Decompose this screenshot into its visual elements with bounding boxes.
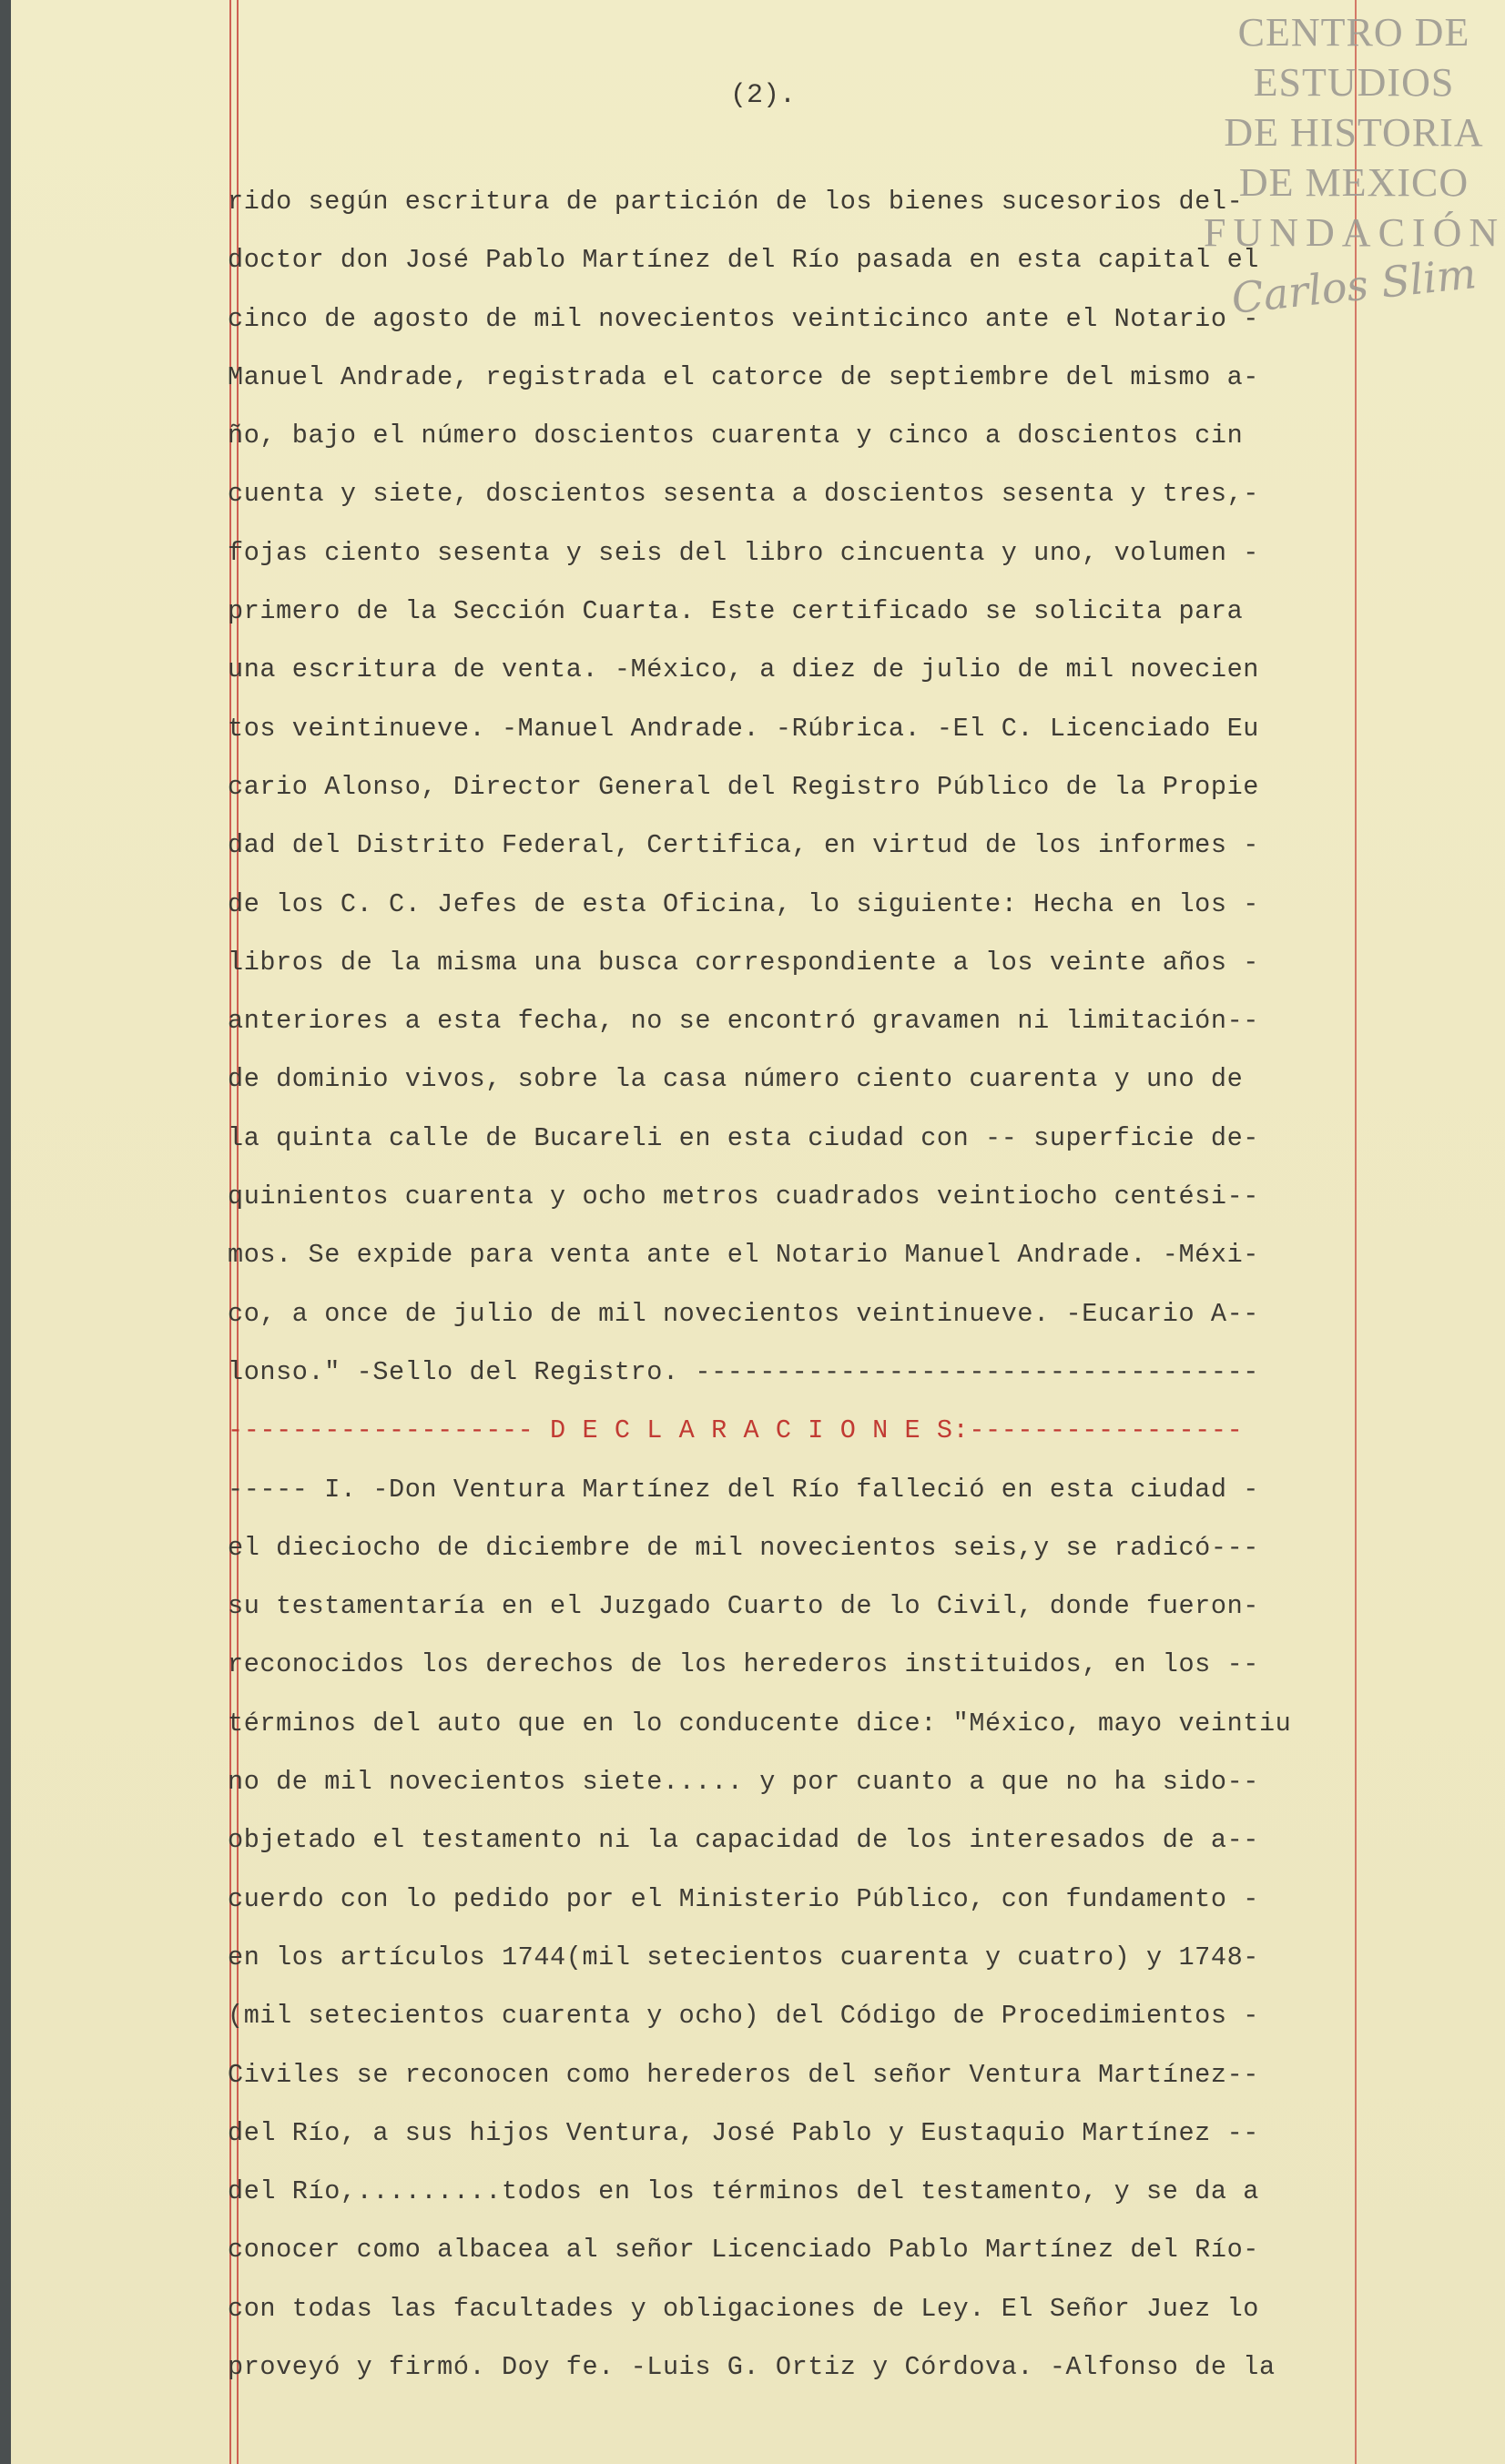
text-line: su testamentaría en el Juzgado Cuarto de lo Civil, donde fueron-: [228, 1591, 1259, 1622]
text-line: cuenta y siete, doscientos sesenta a doscientos sesenta y tres,-: [228, 479, 1259, 510]
text-line: dad del Distrito Federal, Certifica, en virtud de los informes -: [228, 830, 1259, 861]
watermark-line: FUNDACIÓN: [1204, 210, 1505, 255]
text-line: el dieciocho de diciembre de mil novecientos seis,y se radicó---: [228, 1532, 1259, 1563]
text-line: cuerdo con lo pedido por el Ministerio Público, con fundamento -: [228, 1883, 1259, 1914]
text-line: mos. Se expide para venta ante el Notario Manuel Andrade. -Méxi-: [228, 1240, 1259, 1271]
text-line: objetado el testamento ni la capacidad de los interesados de a--: [228, 1825, 1259, 1856]
text-line: ño, bajo el número doscientos cuarenta y cinco a doscientos cin: [228, 421, 1244, 451]
text-line: primero de la Sección Cuarta. Este certificado se solicita para: [228, 596, 1244, 627]
text-line: del Río,.........todos en los términos del testamento, y se da a: [228, 2176, 1259, 2207]
text-line: cinco de agosto de mil novecientos veinticinco ante el Notario -: [228, 303, 1259, 334]
text-line: la quinta calle de Bucareli en esta ciudad con -- superficie de-: [228, 1122, 1259, 1153]
text-line: lonso." -Sello del Registro. -----------------------------------: [228, 1356, 1259, 1387]
text-line: no de mil novecientos siete..... y por cuanto a que no ha sido--: [228, 1767, 1259, 1798]
section-heading-declaraciones: ------------------- D E C L A R A C I O N E S:-----------------: [228, 1415, 1244, 1446]
text-line: libros de la misma una busca correspondiente a los veinte años -: [228, 947, 1259, 978]
watermark-signature: Carlos Slim: [1228, 248, 1479, 323]
text-line: doctor don José Pablo Martínez del Río pasada en esta capital el: [228, 245, 1259, 276]
text-line: ----- I. -Don Ventura Martínez del Río falleció en esta ciudad -: [228, 1474, 1259, 1505]
page-number: (2).: [730, 80, 797, 111]
watermark-line: DE MEXICO: [1238, 160, 1469, 205]
text-line: proveyó y firmó. Doy fe. -Luis G. Ortiz y Córdova. -Alfonso de la: [228, 2351, 1276, 2382]
text-line: términos del auto que en lo conducente dice: "México, mayo veintiu: [228, 1708, 1292, 1739]
text-line: quinientos cuarenta y ocho metros cuadrados veintiocho centési--: [228, 1181, 1259, 1212]
text-line: del Río, a sus hijos Ventura, José Pablo y Eustaquio Martínez --: [228, 2117, 1259, 2148]
text-line: anteriores a esta fecha, no se encontró gravamen ni limitación--: [228, 1006, 1259, 1037]
text-line: en los artículos 1744(mil setecientos cuarenta y cuatro) y 1748-: [228, 1942, 1259, 1972]
text-line: Civiles se reconocen como herederos del señor Ventura Martínez--: [228, 2059, 1259, 2090]
text-line: (mil setecientos cuarenta y ocho) del Código de Procedimientos -: [228, 2001, 1259, 2032]
typed-text-body: [228, 173, 1375, 2397]
text-line: de dominio vivos, sobre la casa número ciento cuarenta y uno de: [228, 1064, 1244, 1095]
text-line: fojas ciento sesenta y seis del libro cincuenta y uno, volumen -: [228, 537, 1259, 568]
text-line: co, a once de julio de mil novecientos veintinueve. -Eucario A--: [228, 1298, 1259, 1329]
text-line: tos veintinueve. -Manuel Andrade. -Rúbrica. -El C. Licenciado Eu: [228, 713, 1259, 744]
watermark-line: DE HISTORIA: [1224, 110, 1484, 155]
document-page: [11, 0, 1505, 2464]
text-line: una escritura de venta. -México, a diez de julio de mil novecien: [228, 654, 1259, 685]
text-line: cario Alonso, Director General del Registro Público de la Propie: [228, 771, 1259, 802]
text-line: Manuel Andrade, registrada el catorce de septiembre del mismo a-: [228, 361, 1259, 392]
text-line: rido según escritura de partición de los bienes sucesorios del-: [228, 187, 1244, 217]
text-line: reconocidos los derechos de los herederos instituidos, en los --: [228, 1649, 1259, 1680]
text-line: con todas las facultades y obligaciones de Ley. El Señor Juez lo: [228, 2293, 1259, 2324]
watermark-line: ESTUDIOS: [1253, 60, 1455, 105]
watermark-line: CENTRO DE: [1237, 10, 1470, 55]
text-line: de los C. C. Jefes de esta Oficina, lo siguiente: Hecha en los -: [228, 888, 1259, 919]
text-line: conocer como albacea al señor Licenciado Pablo Martínez del Río-: [228, 2235, 1259, 2266]
